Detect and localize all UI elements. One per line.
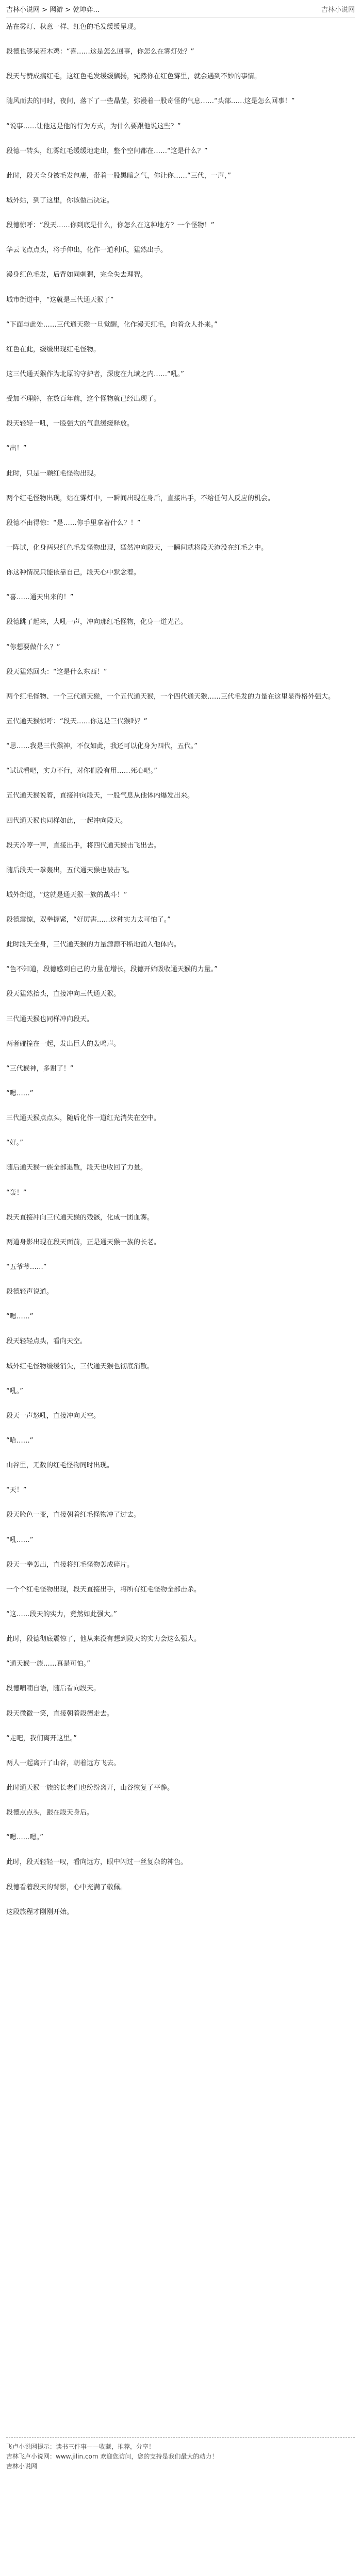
paragraph: 段天猛然抬头，直接冲向三代通天猴。 [6,990,121,998]
paragraph: 一个个红毛怪物出现，段天直接出手，将所有红毛怪物全部击杀。 [6,1585,201,1594]
paragraph: 两个红毛怪物、一个三代通天猴，一个五代通天猴，一个四代通天猴……三代毛发的力量在这里显得格外强大。 [6,692,335,701]
paragraph: 城外红毛怪物缓缓消失，三代通天猴也彻底消散。 [6,1362,154,1370]
paragraph: 段天轻轻一吼，一股强大的气息缓缓释放。 [6,420,134,428]
paragraph: “嗯……” [6,1313,34,1321]
paragraph: 五代通天猴说着，直接冲向段天，一股气息从他体内爆发出来。 [6,792,194,800]
paragraph: “哈……” [6,1437,34,1445]
paragraph: 此时段天全身，三代通天猴的力量源源不断地涌入他体内。 [6,941,181,949]
paragraph: “说事……让他这是他的行为方式，为什么要跟他说这些？” [6,122,181,130]
paragraph: “嗯……嗯。” [6,1834,43,1842]
paragraph: 段德看着段天的背影，心中充满了敬佩。 [6,1883,127,1891]
site-name[interactable]: 吉林小说网 [321,6,355,14]
paragraph: 红色在此，缓缓出现红毛怪物。 [6,345,101,353]
paragraph: 段天微微一笑，直接朝着段德走去。 [6,1709,114,1718]
paragraph: “天！” [6,1486,27,1495]
paragraph: 段天一声怒吼，直接冲向天空。 [6,1412,101,1420]
paragraph: 段天与赞成搞红毛，这红色毛发缓缓飘扬，宛然你在红色雾里，就会遇到不妙的事情。 [6,73,261,81]
paragraph: 段德惊呼：“段天……你到底是什么，你怎么在这种地方？一个怪物！” [6,222,215,230]
paragraph: 两道身影出现在段天面前，正是通天猴一族的长老。 [6,1238,161,1246]
paragraph: 段天猛然回头：“这是什么东西！” [6,668,107,676]
paragraph: 五代通天猴惊呼：“段天……你这是三代猴吗？” [6,717,147,725]
divider [6,2437,355,2438]
paragraph: “三代猴神，多谢了！” [6,1064,74,1073]
paragraph: 段天直接冲向三代通天猴的残骸，化成一团血雾。 [6,1213,154,1222]
paragraph: 此时，段天轻轻一叹，看向远方，眼中闪过一丝复杂的神色。 [6,1858,188,1867]
paragraph: 段德一转头，红雾红毛缓缓地走出，整个空间都在……“这是什么？” [6,147,208,155]
chapter-content [0,22,361,2433]
paragraph: “下面与此处……三代通天猴一旦觉醒，化作漫天红毛，向着众人扑来。” [6,320,218,329]
paragraph: 段天轻轻点头，看向天空。 [6,1337,87,1346]
paragraph: 三代通天猴点点头，随后化作一道红光消失在空中。 [6,1114,161,1123]
paragraph: “这……段天的实力，竟然如此强大。” [6,1611,117,1618]
paragraph: 段德震惊，双拳握紧，“好厉害……这种实力太可怕了。” [6,916,171,924]
paragraph: 段天一拳轰出，直接将红毛怪物轰成碎片。 [6,1561,134,1569]
footer-brand[interactable]: 吉林小说网 [6,2463,38,2470]
paragraph: 漫身红色毛发，后背如同刺猬，完全失去理智。 [6,271,147,279]
paragraph: 这段旅程才刚刚开始。 [6,1908,74,1916]
paragraph: 这三代通天猴作为北原的守护者，深度在九域之内……“吼。” [6,370,184,378]
paragraph: 段德点点头，跟在段天身后。 [6,1809,94,1817]
paragraph: 此时，只是一颗红毛怪物出现。 [6,469,101,478]
paragraph: 两个红毛怪物出现，站在雾灯中，一瞬间出现在身后，直接出手，不给任何人反应的机会。 [6,494,275,502]
paragraph: 段德跳了起来，大吼一声，冲向那红毛怪物，化身一道光芒。 [6,618,188,626]
paragraph: “喜……通天出来的！” [6,594,74,602]
paragraph: 随后段天一拳轰出，五代通天猴也被击飞。 [6,866,134,874]
paragraph: 随后通天猴一族全部退散，段天也收回了力量。 [6,1164,147,1172]
paragraph: 城外街道，“这就是通天猴一族的战斗！” [6,891,127,899]
paragraph: “好。” [6,1139,23,1147]
paragraph: 段德轻声说道。 [6,1288,54,1296]
paragraph: 段德不由得惊：“是……你手里拿着什么？！” [6,519,141,527]
paragraph: “试试看吧，实力不行，对你们没有用……死心吧。” [6,767,157,775]
paragraph: “吼。” [6,1387,23,1395]
paragraph: 四代通天猴也同样如此，一起冲向段天。 [6,817,127,825]
paragraph: “思……我是三代猴神，不仅如此，我还可以化身为四代，五代。” [6,742,198,751]
paragraph: 一阵试，化身两只红色毛发怪物出现，猛然冲向段天，一瞬间就将段天淹没在红毛之中。 [6,544,268,552]
paragraph: 两者碰撞在一起，发出巨大的轰鸣声。 [6,1040,121,1048]
paragraph: 段德喃喃自语，随后看向段天。 [6,1685,101,1693]
paragraph: 受加不理解，在数百年前，这个怪物就已经出现了。 [6,395,161,403]
page-footer [0,2442,361,2470]
footer-tip: 飞卢小说网提示：读书三件事——收藏，推荐，分享！ [6,2443,155,2450]
paragraph: 此时通天猴一族的长老们也纷纷离开，山谷恢复了平静。 [6,1784,174,1792]
paragraph: “通天猴一族……真是可怕。” [6,1660,90,1668]
paragraph: 随风而去的同时，夜间，落下了一些晶莹，弥漫着一股奇怪的气息……“头部……这是怎么回事！” [6,97,295,106]
paragraph: 你这种情况只能依靠自己，段天心中默念着。 [6,569,141,577]
paragraph: “嗯……” [6,1090,34,1098]
paragraph: “你想要做什么？” [6,643,60,651]
paragraph: “色不知道，段德感到自己的力量在增长，段德开始吸收通天猴的力量。” [6,965,218,974]
breadcrumb[interactable]: 吉林小说网 > 网游 > 乾坤弈… [6,6,100,14]
paragraph: “走吧，我们离开这里。” [6,1734,77,1742]
paragraph: “轰！” [6,1189,27,1197]
paragraph: “出！” [6,445,27,453]
paragraph: “五爷爷……” [6,1263,47,1272]
paragraph: 站在雾灯、秋意一样、红色的毛发缓缓呈现。 [6,23,141,31]
footer-site[interactable]: 吉林飞卢小说网：www.jilin.com 欢迎您访问，您的支持是我们最大的动力！ [6,2453,218,2460]
paragraph: 此时，段天全身被毛发包裹，带着一股黑暗之气，你让你……“三代，一声，” [6,172,231,180]
paragraph: “吼……” [6,1536,34,1544]
top-bar [0,0,361,14]
paragraph: 华云飞点点头，将手伸出，化作一道利爪，猛然出手。 [6,246,168,255]
paragraph: 段天脸色一变，直接朝着红毛怪物冲了过去。 [6,1511,141,1519]
paragraph: 城市街道中，“这就是三代通天猴了” [6,296,114,304]
paragraph: 山谷里，无数的红毛怪物同时出现。 [6,1462,114,1470]
paragraph: 段德也够呆若木鸡：“喜……这是怎么回事，你怎么在雾灯处？” [6,48,194,56]
paragraph: 两人一起离开了山谷，朝着远方飞去。 [6,1759,121,1767]
paragraph: 城外站，到了这里，你该做出决定。 [6,196,114,205]
paragraph: 段天冷哼一声，直接出手，将四代通天猴击飞出去。 [6,841,161,850]
paragraph: 三代通天猴也同样冲向段天。 [6,1015,94,1023]
paragraph: 此时，段德彻底震惊了，他从来没有想到段天的实力会这么强大。 [6,1635,201,1643]
